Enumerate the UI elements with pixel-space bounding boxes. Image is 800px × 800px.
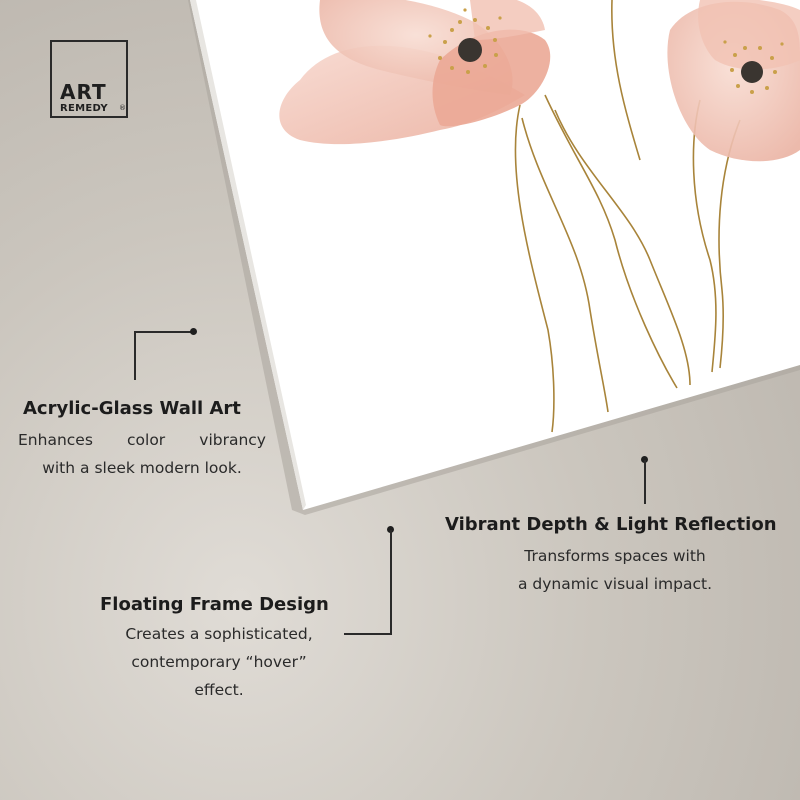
body-line: Creates a sophisticated, — [125, 625, 313, 643]
feature-title-acrylic: Acrylic-Glass Wall Art — [23, 398, 241, 419]
callout-1-dot — [190, 328, 197, 335]
body-line: a dynamic visual impact. — [518, 575, 712, 593]
brand-line1: ART — [60, 80, 107, 104]
registered-mark: ® — [119, 104, 126, 112]
callout-2-line-vertical — [644, 460, 646, 504]
callout-3-line-vertical — [390, 530, 392, 634]
feature-body-floating — [88, 620, 350, 704]
body-line: Transforms spaces with — [524, 547, 706, 565]
body-line: with a sleek modern look. — [42, 459, 242, 477]
body-line: effect. — [194, 681, 244, 699]
callout-1-line-vertical — [134, 332, 136, 380]
feature-title-floating: Floating Frame Design — [100, 594, 329, 615]
feature-body-acrylic — [18, 426, 266, 482]
brand-line2: REMEDY — [60, 103, 108, 114]
body-line: Enhances color vibrancy — [18, 431, 266, 449]
feature-title-depth: Vibrant Depth & Light Reflection — [445, 514, 777, 535]
callout-3-line-horizontal — [344, 633, 392, 635]
brand-logo — [50, 40, 128, 118]
callout-1-line-horizontal — [134, 331, 194, 333]
feature-body-depth — [470, 542, 760, 598]
body-line: contemporary “hover” — [131, 653, 307, 671]
